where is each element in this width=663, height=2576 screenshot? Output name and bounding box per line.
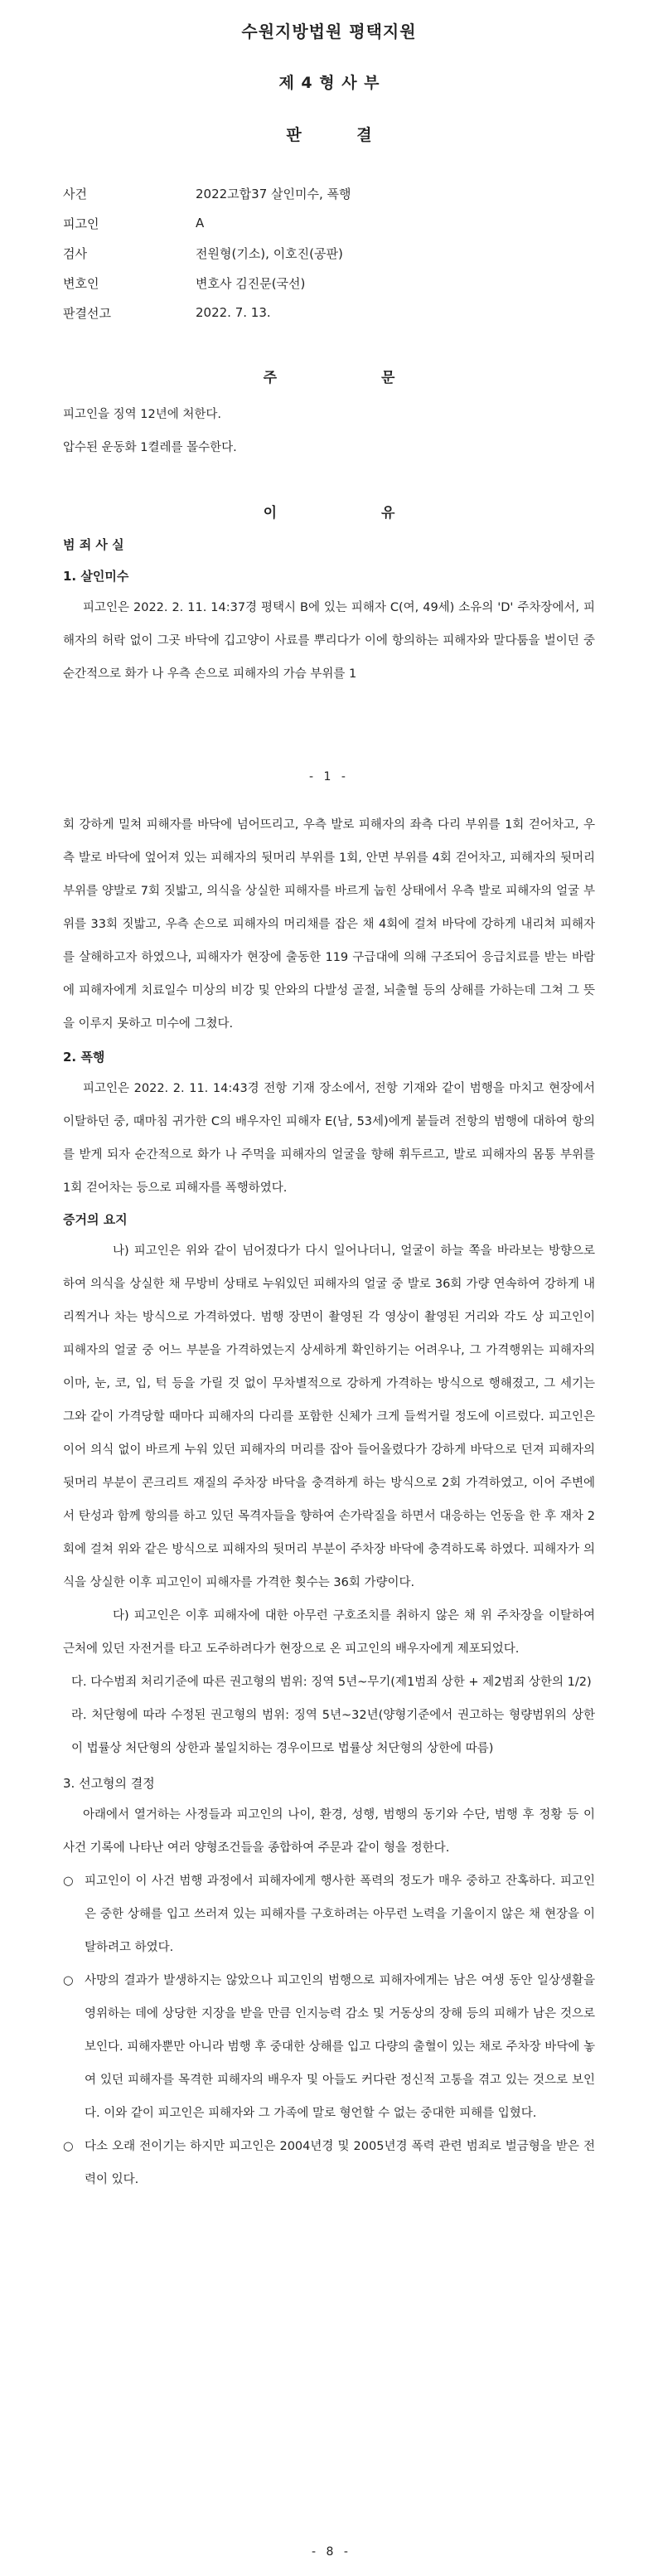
- bullet-icon: ○: [63, 1974, 74, 1987]
- crime-facts-heading: 범 죄 사 실: [63, 537, 124, 552]
- order-line-1: 피고인을 징역 12년에 처한다.: [63, 408, 221, 421]
- item2-text: 피고인은 2022. 2. 11. 14:43경 전항 기재 장소에서, 전항 기재와 같이 범행을 마치고 현장에서 이탈하던 중, 때마침 귀가한 C의 배우자인 피해자 E(남, 53세)에게 붙들려 전항의 범행에 대하여 항의를 받게 되자 순간적으로 화가 나 주먹을 피해자의 얼굴을 향해 휘두르고, 발로 피해자의 몸통 부위를 1회 걷어차는 등으로 피해자를 폭행하였다.: [63, 1082, 595, 1195]
- page-number-1: - 1 -: [309, 770, 349, 783]
- sentencing-factor-3: [63, 2130, 595, 2196]
- evidence-text-2: 다) 피고인은 이후 피해자에 대한 아무런 구호조치를 취하지 않은 채 위 주차장을 이탈하여 근처에 있던 자전거를 타고 도주하려다가 현장으로 온 피고인의 배우자에게 제포되었다.: [63, 1609, 595, 1656]
- case-info: [63, 178, 595, 327]
- bullet-icon: ○: [63, 2140, 74, 2153]
- case-info-row-case: [63, 178, 595, 208]
- evidence-heading: 증거의 요지: [63, 1212, 128, 1227]
- bullet-icon: ○: [63, 1875, 74, 1888]
- case-value: 2022고합37 살인미수, 폭행: [196, 186, 351, 201]
- case-label: 사건: [63, 186, 87, 201]
- case-info-row-date: [63, 298, 595, 327]
- item2-heading: 2. 폭행: [63, 1050, 105, 1065]
- prosecutor-value: 전원형(기소), 이호진(공판): [196, 245, 343, 261]
- order-title: 주 문: [263, 370, 445, 386]
- sentencing-factor-1: [63, 1865, 595, 1964]
- document-type: 판 결: [286, 126, 397, 144]
- sentencing-factor-1-text: 피고인이 이 사건 범행 과정에서 피해자에게 행사한 폭력의 정도가 매우 중하고 잔혹하다. 피고인은 중한 상해를 입고 쓰러져 있는 피해자를 구호하려는 아무런 노력을 기울이지 않은 채 현장을 이탈하려고 하였다.: [85, 1875, 595, 1954]
- case-info-row-counsel: [63, 268, 595, 298]
- item3-text: 아래에서 열거하는 사정들과 피고인의 나이, 환경, 성행, 범행의 동기와 수단, 범행 후 정황 등 이 사건 기록에 나타난 여러 양형조건들을 종합하여 주문과 같이 형을 정한다.: [63, 1808, 595, 1855]
- item1-heading: 1. 살인미수: [63, 569, 129, 584]
- item1-text-b: 회 강하게 밀쳐 피해자를 바닥에 넘어뜨리고, 우측 발로 피해자의 좌측 다리 부위를 1회 걷어차고, 우측 발로 바닥에 엎어져 있는 피해자의 뒷머리 부위를 1회, 안면 부위를 4회 걷어차고, 피해자의 뒷머리 부위를 양발로 7회 짓밟고, 의식을 상실한 피해자를 바르게 눕힌 상태에서 우측 발로 피해자의 얼굴 부위를 33회 짓밟고, 우측 손으로 피해자의 머리채를 잡은 채 4회에 걸쳐 바닥에 강하게 내리쳐 피해자를 살해하고자 하였으나, 피해자가 현장에 출동한 119 구급대에 의해 구조되어 응급치료를 받는 바람에 피해자에게 치료일수 미상의 비강 및 안와의 다발성 골절, 뇌출혈 등의 상해를 가하는데 그쳐 그 뜻을 이루지 못하고 미수에 그쳤다.: [63, 818, 595, 1031]
- adjusted-range: 라. 처단형에 따라 수정된 권고형의 범위: 징역 5년~32년(양형기준에서 권고하는 형량범위의 상한이 법률상 처단형의 상한과 불일치하는 경우이므로 법률상 처단형의 상한에 따름): [71, 1709, 595, 1755]
- reasons-title: 이 유: [263, 505, 445, 522]
- case-info-row-defendant: [63, 208, 595, 238]
- item3-heading: 3. 선고형의 결정: [63, 1776, 155, 1791]
- judgment-date-label: 판결선고: [63, 305, 111, 321]
- sentencing-factor-2: [63, 1964, 595, 2130]
- counsel-value: 변호사 김진문(국선): [196, 275, 306, 291]
- order-body: [63, 398, 595, 464]
- order-line-2: 압수된 운동화 1켤레를 몰수한다.: [63, 441, 237, 454]
- counsel-label: 변호인: [63, 275, 99, 291]
- defendant-value: A: [196, 216, 205, 230]
- sentencing-factor-3-text: 다소 오래 전이기는 하지만 피고인은 2004년경 및 2005년경 폭력 관련 범죄로 벌금형을 받은 전력이 있다.: [85, 2140, 595, 2186]
- prosecutor-label: 검사: [63, 245, 87, 261]
- judgment-date-value: 2022. 7. 13.: [196, 305, 271, 320]
- court-name: 수원지방법원 평택지원: [241, 22, 417, 41]
- division-name: 제 4 형 사 부: [278, 74, 380, 92]
- page-number-8: - 8 -: [312, 2545, 351, 2559]
- case-info-row-prosecutor: [63, 238, 595, 268]
- item1-text-a: 피고인은 2022. 2. 11. 14:37경 평택시 B에 있는 피해자 C(여, 49세) 소유의 'D' 주차장에서, 피해자의 허락 없이 그곳 바닥에 깁고양이 사료를 뿌리다가 이에 항의하는 피해자와 말다툼을 벌이던 중 순간적으로 화가 나 우측 손으로 피해자의 가슴 부위를 1: [63, 601, 595, 681]
- defendant-label: 피고인: [63, 216, 99, 231]
- sentencing-range: 다. 다수범죄 처리기준에 따른 권고형의 범위: 징역 5년~무기(제1범죄 상한 + 제2범죄 상한의 1/2): [71, 1676, 592, 1689]
- evidence-text-1: 나) 피고인은 위와 같이 넘어졌다가 다시 일어나더니, 얼굴이 하늘 쪽을 바라보는 방향으로 하여 의식을 상실한 채 무방비 상태로 누워있던 피해자의 얼굴 중 발로 36회 가량 연속하여 강하게 내리찍거나 차는 방식으로 가격하였다. 범행 장면이 촬영된 각 영상이 촬영된 거리와 각도 상 피고인이 피해자의 얼굴 중 어느 부분을 가격하였는지 상세하게 확인하기는 어려우나, 그 가격행위는 피해자의 이마, 눈, 코, 입, 턱 등을 가릴 것 없이 무차별적으로 강하게 가격하는 방식으로 행해졌고, 그 세기는 그와 같이 가격당할 때마다 피해자의 다리를 포함한 신체가 크게 들썩거릴 정도에 이르렀다. 피고인은 이어 의식 없이 바르게 누워 있던 피해자의 머리를 잡아 들어올렸다가 강하게 바닥으로 던져 피해자의 뒷머리 부분이 콘크리트 재질의 주차장 바닥을 충격하게 하는 방식으로 2회 가격하였고, 이어 주변에서 탄성과 함께 항의를 하고 있던 목격자들을 향하여 손가락질을 하면서 대응하는 언동을 한 후 재차 2회에 걸쳐 위와 같은 방식으로 피해자의 뒷머리 부분이 주차장 바닥에 충격하도록 하였다. 피해자가 의식을 상실한 이후 피고인이 피해자를 가격한 횟수는 36회 가량이다.: [63, 1244, 595, 1589]
- sentencing-factor-2-text: 사망의 결과가 발생하지는 않았으나 피고인의 범행으로 피해자에게는 남은 여생 동안 일상생활을 영위하는 데에 상당한 지장을 받을 만큼 인지능력 감소 및 거동상의 장해 등의 피해가 남은 것으로 보인다. 피해자뿐만 아니라 범행 후 중대한 상해를 입고 다량의 출혈이 있는 채로 주차장 바닥에 놓여 있던 피해자를 목격한 피해자의 배우자 및 아들도 커다란 정신적 고통을 겪고 있는 것으로 보인다. 이와 같이 피고인은 피해자와 그 가족에 말로 형언할 수 없는 중대한 피해를 입혔다.: [85, 1974, 595, 2120]
